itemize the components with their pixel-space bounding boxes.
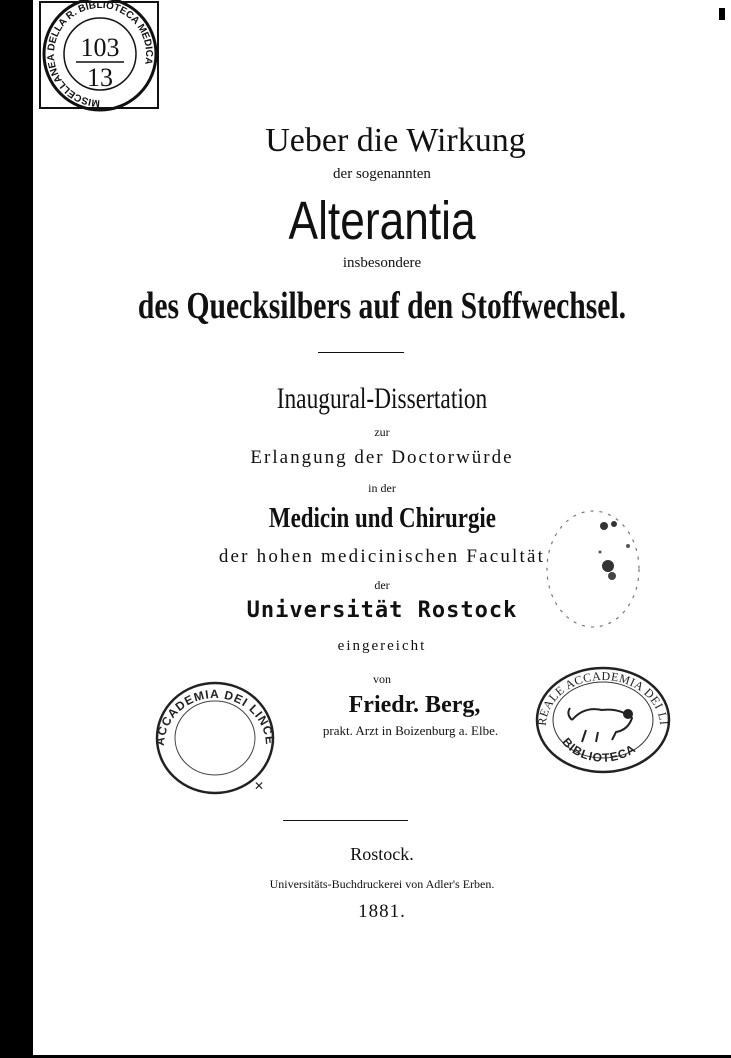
library-stamp-ring-text: MISCELLANEA DELLA R. BIBLIOTECA MEDICA xyxy=(45,0,155,109)
lynx-emblem xyxy=(568,708,632,742)
der-line: der xyxy=(374,578,390,592)
in-der-line: in der xyxy=(368,481,396,495)
title-line-5-text: des Quecksilbers auf den Stoffwechsel. xyxy=(137,285,627,327)
academy-left-ring-text: ACCADEMIA DEI LINCEI xyxy=(147,665,278,747)
divider-top xyxy=(318,352,404,353)
printer-line: Universitäts-Buchdruckerei von Adler's Erben. xyxy=(269,877,495,891)
title-main-text: Alterantia xyxy=(288,191,476,251)
faint-stamp-right xyxy=(542,506,644,632)
city-line: Rostock. xyxy=(350,844,414,864)
author-line: Friedr. Berg, xyxy=(348,692,481,718)
svg-text:BIBLIOTECA xyxy=(559,735,638,765)
academy-right-ring-text: REALE ACCADEMIA DEI LINCEI xyxy=(527,653,672,727)
university-line: Universität Rostock xyxy=(246,598,518,623)
submitted-line: eingereicht xyxy=(337,638,427,654)
academy-right-bottom-text: BIBLIOTECA xyxy=(559,734,639,765)
genre-line xyxy=(33,384,731,414)
title-line-4: insbesondere xyxy=(342,255,422,271)
library-stamp-number-bottom: 13 xyxy=(87,63,113,92)
scan-corner-mark xyxy=(719,8,725,20)
academy-stamp-left xyxy=(147,665,280,798)
author-title-line: prakt. Arzt in Boizenburg a. Elbe. xyxy=(322,723,499,738)
purpose-line: Erlangung der Doctorwürde xyxy=(250,447,514,468)
title-line-2: der sogenannten xyxy=(333,166,431,182)
library-stamp-top xyxy=(38,0,163,112)
field-text: Medicin und Chirurgie xyxy=(268,503,496,534)
library-stamp-number-top: 103 xyxy=(80,33,120,62)
title-line-5 xyxy=(33,286,731,325)
svg-text:✕: ✕ xyxy=(254,779,265,793)
faculty-line: der hohen medicinischen Facultät xyxy=(218,546,546,567)
von-line: von xyxy=(373,672,391,686)
title-line-1: Ueber die Wirkung xyxy=(265,122,526,159)
scan-left-edge xyxy=(0,0,33,1058)
zur-line: zur xyxy=(374,425,390,439)
year-line: 1881. xyxy=(358,901,406,922)
genre-text: Inaugural-Dissertation xyxy=(276,382,488,415)
academy-stamp-right xyxy=(527,653,674,776)
divider-bottom xyxy=(283,820,408,821)
title-main xyxy=(33,191,731,251)
